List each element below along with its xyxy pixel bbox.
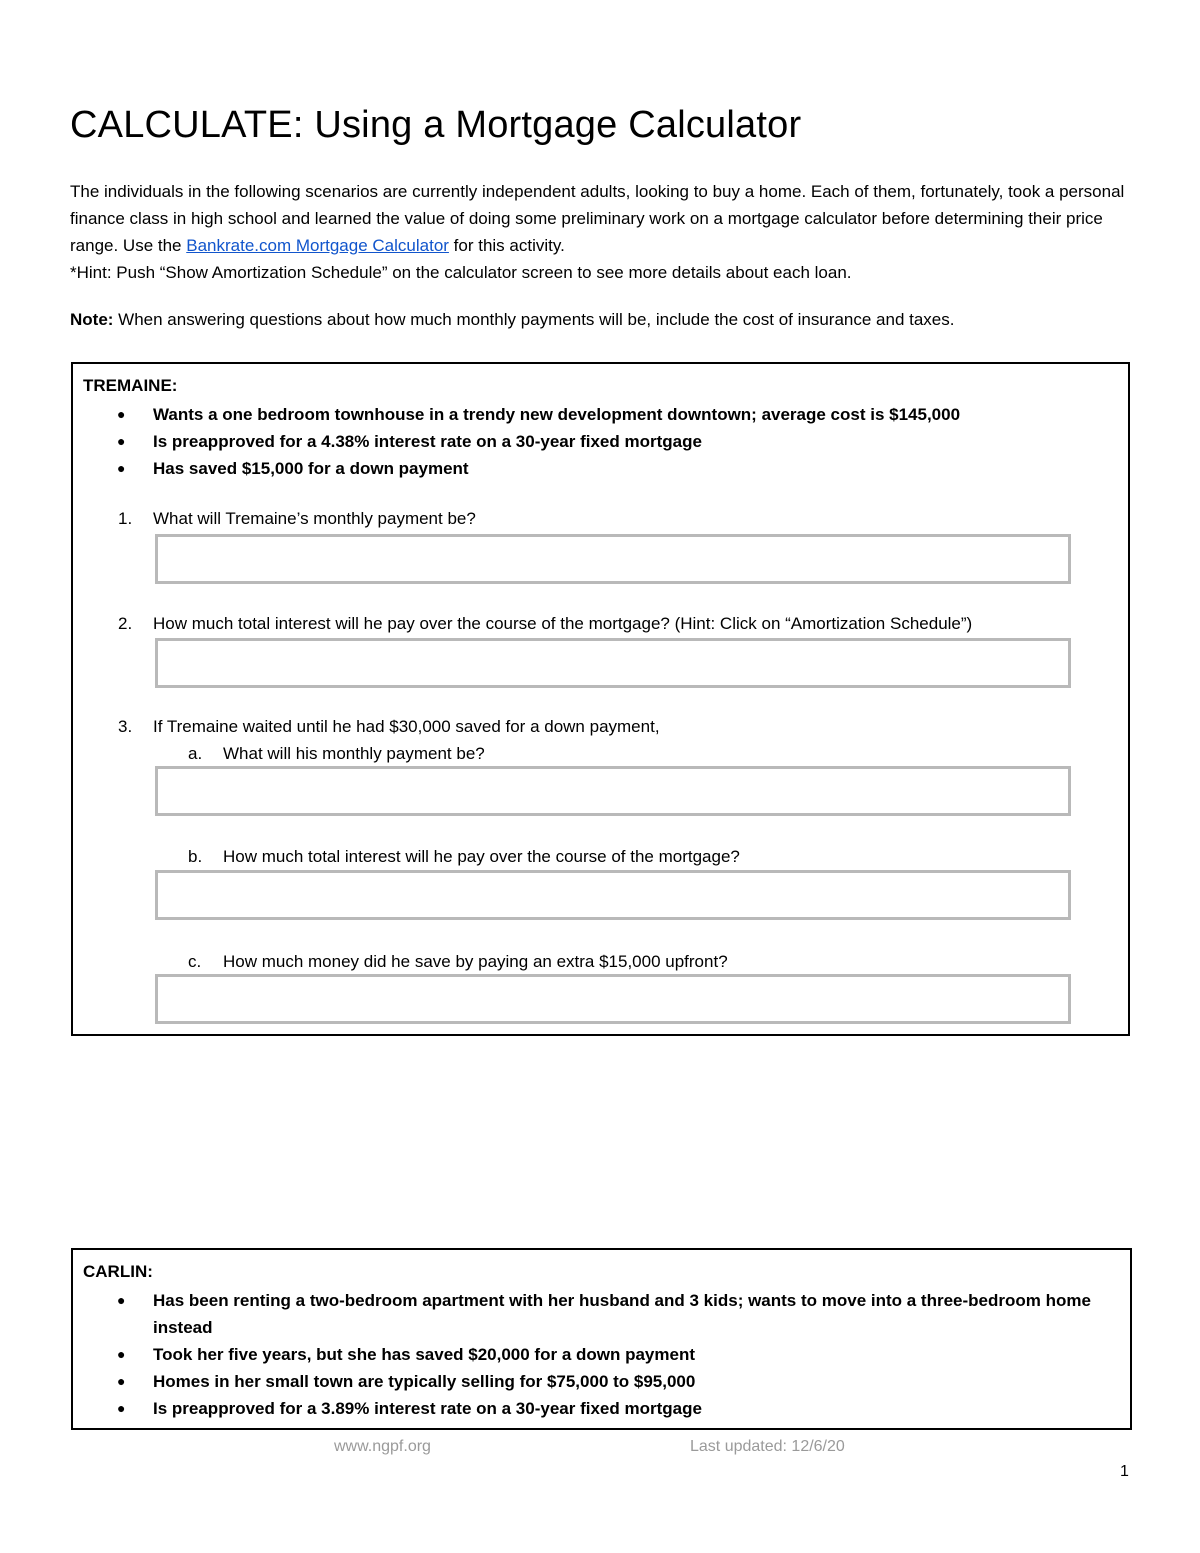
footer-website: www.ngpf.org bbox=[334, 1438, 431, 1455]
carlin-name: CARLIN: bbox=[83, 1262, 153, 1281]
carlin-facts bbox=[73, 1287, 1113, 1422]
answer-box-3b[interactable] bbox=[155, 870, 1071, 920]
tremaine-fact: ● Wants a one bedroom townhouse in a trendy new development downtown; average cost is $145,000 bbox=[73, 401, 1113, 428]
page-number: 1 bbox=[1120, 1463, 1129, 1480]
subquestion-letter: b. bbox=[188, 847, 203, 866]
subquestion-text: How much total interest will he pay over the course of the mortgage? bbox=[223, 847, 740, 866]
carlin-fact: ● Is preapproved for a 3.89% interest rate on a 30-year fixed mortgage bbox=[73, 1395, 1113, 1422]
subquestion-letter: c. bbox=[188, 952, 202, 971]
intro-text: The individuals in the following scenarios are currently independent adults, looking to buy a home. Each of them, fortunately, took a personal finance class in high school and learned the value of doing some preliminary work on a mortgage calculator before determining their price range. Use the bbox=[70, 182, 1125, 255]
intro-paragraph bbox=[70, 178, 1130, 286]
tremaine-fact: ● Has saved $15,000 for a down payment bbox=[73, 455, 1113, 482]
subquestion-letter: a. bbox=[188, 744, 203, 763]
tremaine-fact: ● Is preapproved for a 4.38% interest rate on a 30-year fixed mortgage bbox=[73, 428, 1113, 455]
question-number: 1. bbox=[118, 509, 133, 528]
tremaine-name: TREMAINE: bbox=[83, 376, 178, 395]
tremaine-facts bbox=[73, 401, 1113, 482]
answer-box-3a[interactable] bbox=[155, 766, 1071, 816]
answer-box-1[interactable] bbox=[155, 534, 1071, 584]
answer-box-2[interactable] bbox=[155, 638, 1071, 688]
question-number: 2. bbox=[118, 614, 133, 633]
question-number: 3. bbox=[118, 717, 133, 736]
question-text: If Tremaine waited until he had $30,000 saved for a down payment, bbox=[153, 717, 660, 736]
note-line bbox=[70, 310, 954, 330]
carlin-scenario-box bbox=[71, 1248, 1132, 1430]
question-text: What will Tremaine’s monthly payment be? bbox=[153, 509, 476, 528]
carlin-fact: ● Took her five years, but she has saved $20,000 for a down payment bbox=[73, 1341, 1113, 1368]
bankrate-link[interactable]: Bankrate.com Mortgage Calculator bbox=[186, 236, 449, 255]
tremaine-scenario-box bbox=[71, 362, 1130, 1036]
note-label: Note: bbox=[70, 310, 114, 329]
note-text: When answering questions about how much monthly payments will be, include the cost of insurance and taxes. bbox=[113, 310, 955, 329]
question-text: How much total interest will he pay over the course of the mortgage? (Hint: Click on “Amortization Schedule”) bbox=[153, 614, 973, 633]
hint-text: *Hint: Push “Show Amortization Schedule” on the calculator screen to see more details about each loan. bbox=[70, 263, 852, 282]
page-title: CALCULATE: Using a Mortgage Calculator bbox=[70, 104, 802, 146]
intro-text-end: for this activity. bbox=[448, 236, 565, 255]
carlin-fact: ● Has been renting a two-bedroom apartment with her husband and 3 kids; wants to move into a three-bedroom home instead bbox=[73, 1287, 1113, 1341]
carlin-fact: ● Homes in her small town are typically selling for $75,000 to $95,000 bbox=[73, 1368, 1113, 1395]
answer-box-3c[interactable] bbox=[155, 974, 1071, 1024]
subquestion-text: What will his monthly payment be? bbox=[223, 744, 485, 763]
subquestion-text: How much money did he save by paying an extra $15,000 upfront? bbox=[223, 952, 728, 971]
footer-updated: Last updated: 12/6/20 bbox=[690, 1438, 845, 1455]
